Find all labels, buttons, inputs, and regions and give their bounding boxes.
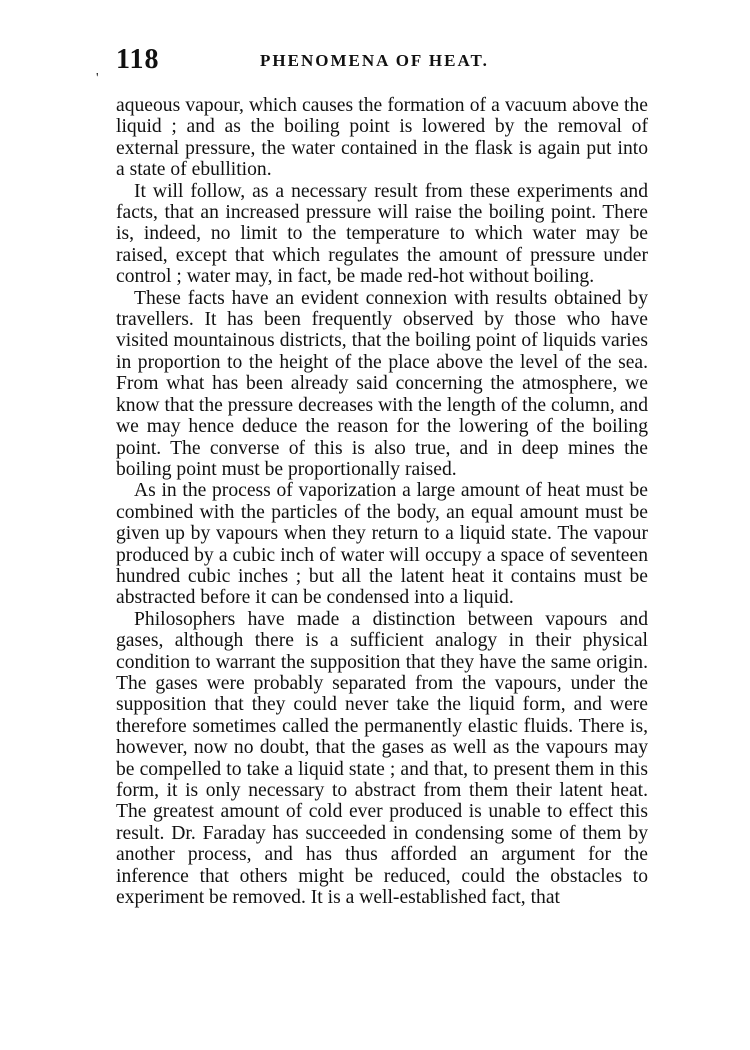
running-title: PHENOMENA OF HEAT. xyxy=(260,51,489,70)
paragraph: As in the process of vaporization a large amount of heat must be combined with the particles of the body, an equal amount must be given up by vapours when they return to a liquid state. The vapour produced by a cubic inch of water will occupy a space of seventeen hundred cubic inches ; but all the latent heat it contains must be abstracted before it can be condensed into a liquid. xyxy=(116,480,648,609)
running-head xyxy=(116,40,648,80)
paragraph: It will follow, as a necessary result from these experiments and facts, that an increased pressure will raise the boiling point. There is, indeed, no limit to the temperature to which water may be raised, except that which regulates the amount of pressure under control ; water may, in fact, be made red-hot without boiling. xyxy=(116,180,648,288)
paragraph-continued: aqueous vapour, which causes the formation of a vacuum above the liquid ; and as the boiling point is lowered by the removal of external pressure, the water contained in the flask is again put into a state of ebullition. xyxy=(116,95,648,181)
stray-mark: ' xyxy=(96,71,99,86)
page-number: 118 xyxy=(116,44,160,75)
paragraph: Philosophers have made a distinction between vapours and gases, although there is a sufficient analogy in their physical condition to warrant the supposition that they have the same origin. The gases were probably separated from the vapours, under the supposition that they could never take the liquid form, and were therefore sometimes called the permanently elastic fluids. There is, however, now no doubt, that the gases as well as the vapours may be compelled to take a liquid state ; and that, to present them in this form, it is only necessary to abstract from them their latent heat. The greatest amount of cold ever produced is unable to effect this result. Dr. Faraday has succeeded in condensing some of them by another process, and has thus afforded an argument for the inference that others might be reduced, could the obstacles to experiment be removed. It is a well-established fact, that xyxy=(116,608,648,909)
paragraph: These facts have an evident connexion with results obtained by travellers. It has been frequently observed by those who have visited mountainous districts, that the boiling point of liquids varies in proportion to the height of the place above the level of the sea. From what has been already said concerning the atmosphere, we know that the pressure decreases with the length of the column, and we may hence deduce the reason for the lowering of the boiling point. The converse of this is also true, and in deep mines the boiling point must be proportionally raised. xyxy=(116,287,648,480)
body-text xyxy=(116,95,648,908)
